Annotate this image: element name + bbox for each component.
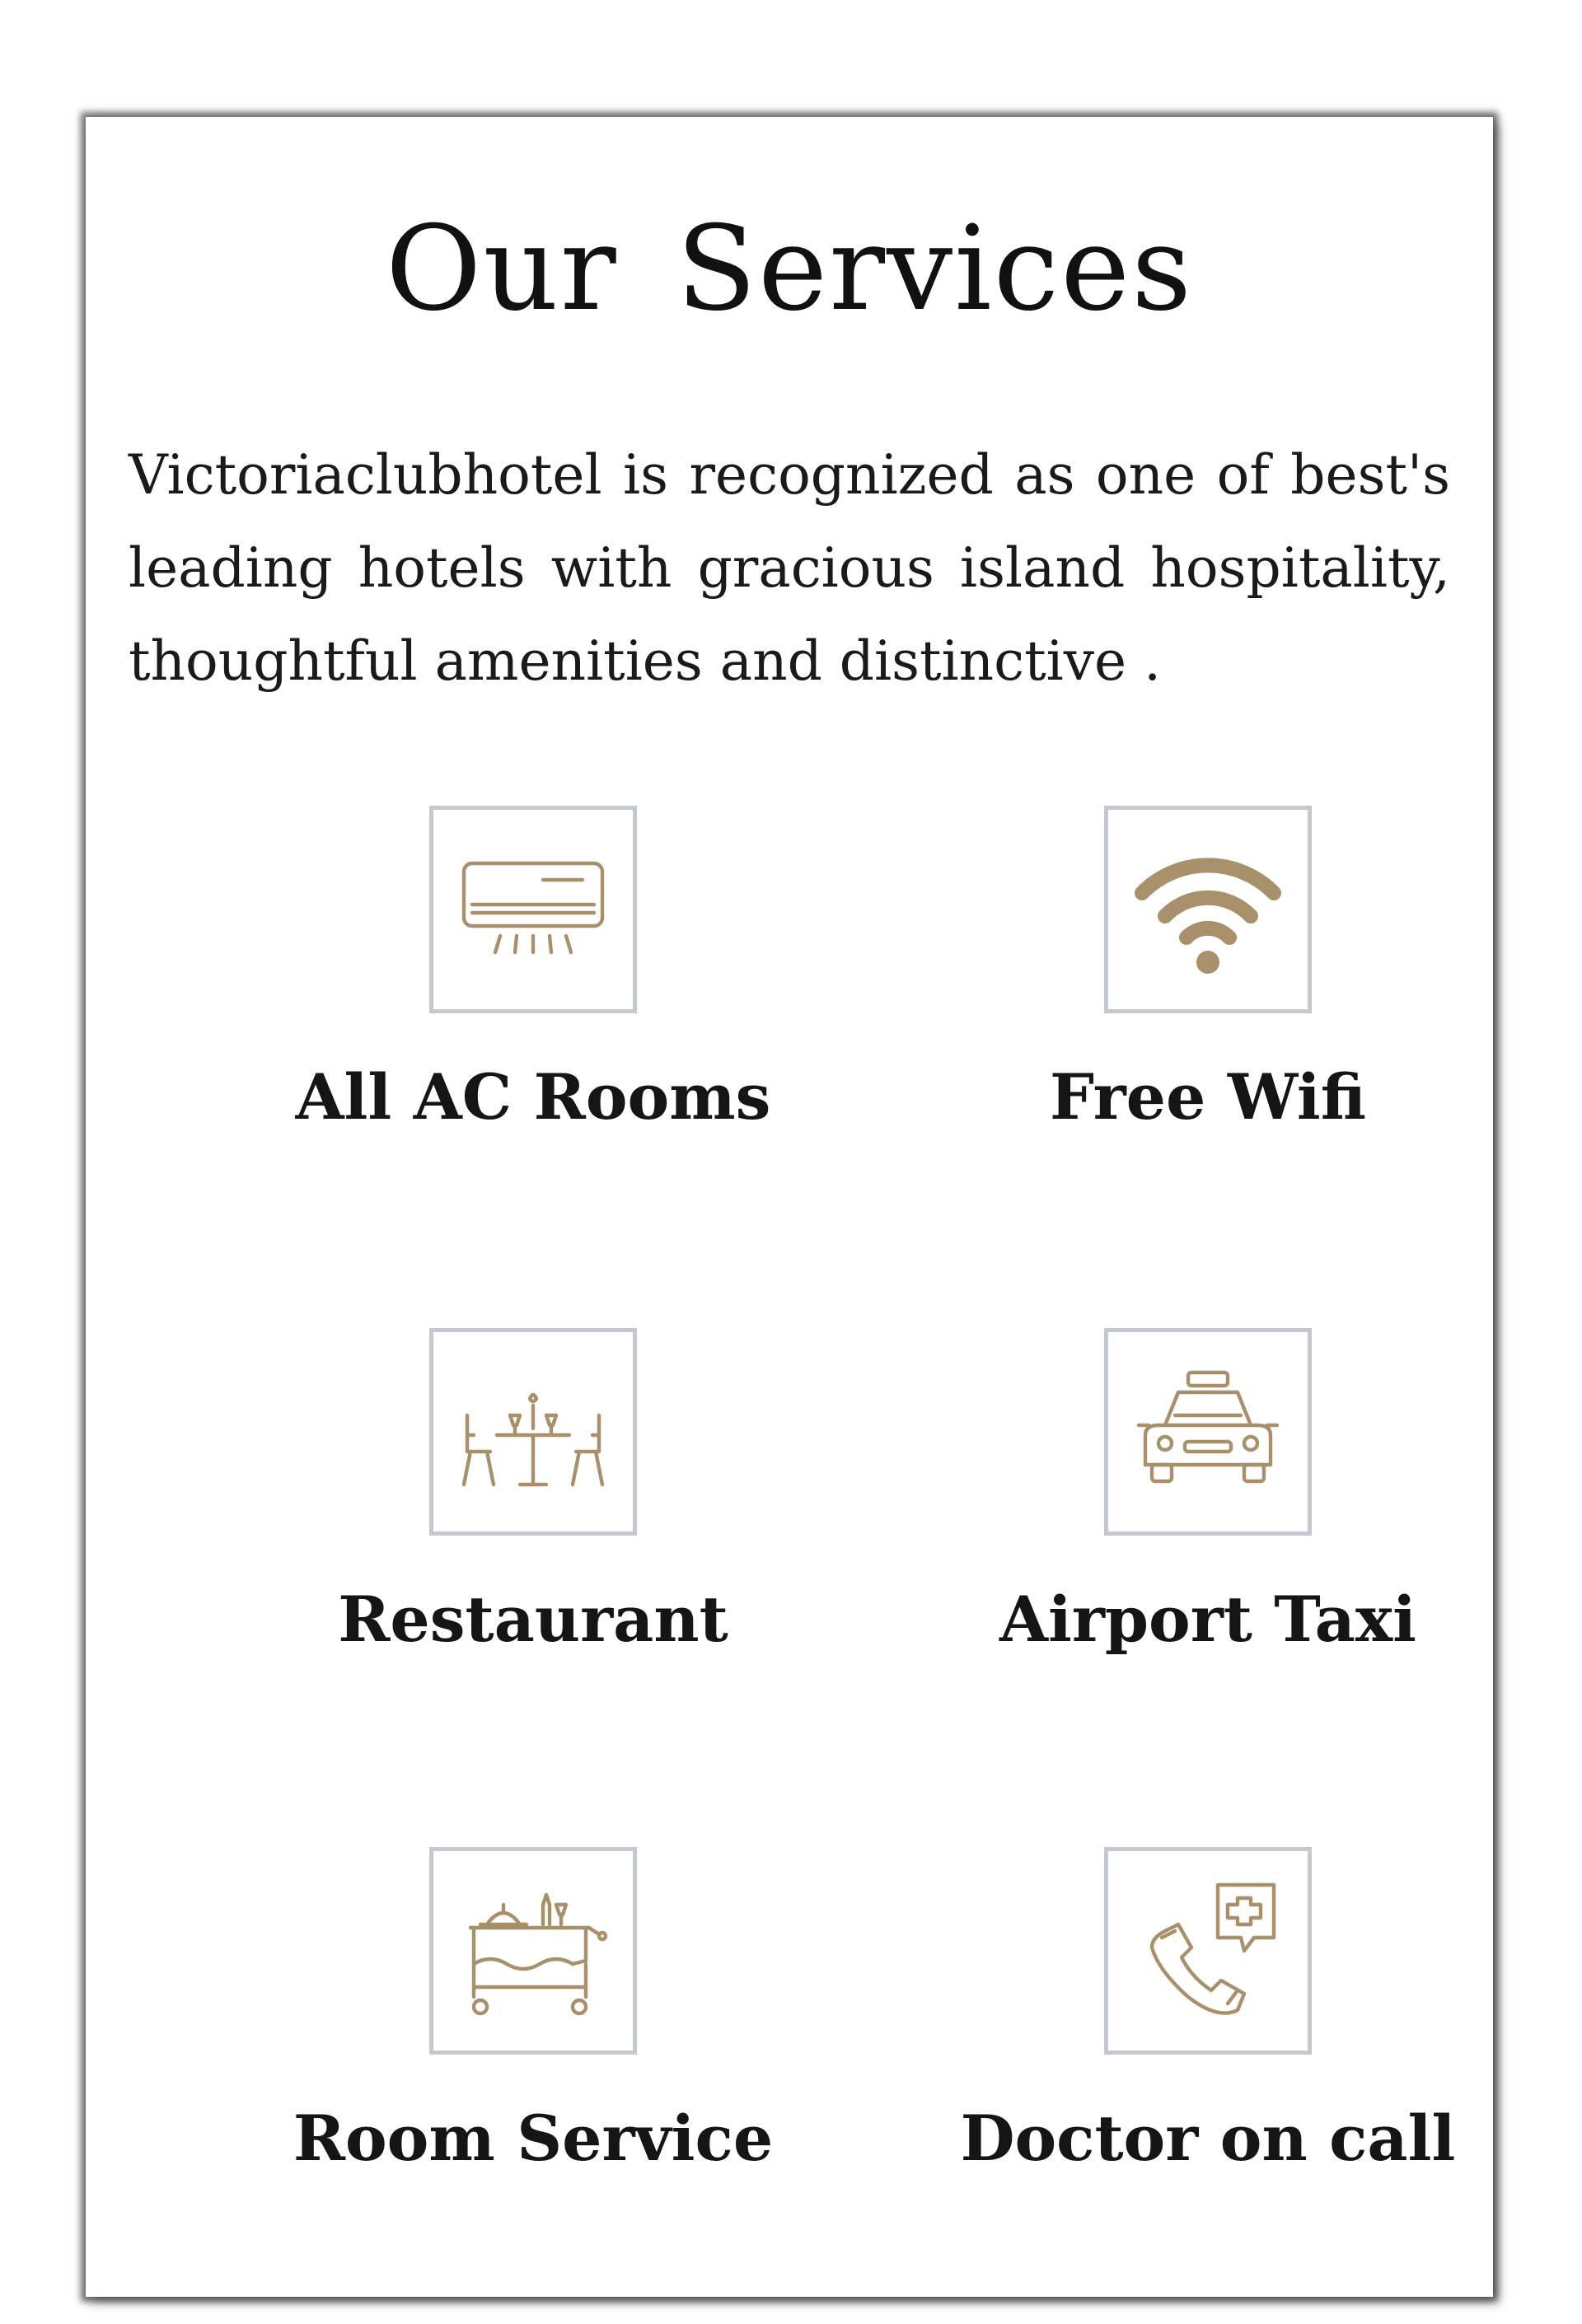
service-label: Room Service bbox=[293, 2102, 774, 2175]
dining-table-icon bbox=[451, 1349, 615, 1514]
service-item-ac-rooms bbox=[245, 806, 821, 1132]
service-item-free-wifi bbox=[920, 806, 1496, 1132]
service-icon-box bbox=[1104, 1847, 1312, 2055]
air-conditioner-icon bbox=[451, 827, 615, 992]
service-item-room-service bbox=[245, 1847, 821, 2173]
service-label: Airport Taxi bbox=[999, 1583, 1417, 1656]
service-icon-box bbox=[429, 1328, 637, 1536]
section-title: Our Services bbox=[385, 201, 1194, 337]
section-description: Victoriaclubhotel is recognized as one of best's leading hotels with gracious island hospitality, thoughtful amenities and distinctive . bbox=[129, 443, 1450, 693]
service-item-restaurant bbox=[245, 1328, 821, 1654]
wifi-icon bbox=[1126, 827, 1290, 992]
service-icon-box bbox=[429, 1847, 637, 2055]
service-icon-box bbox=[1104, 1328, 1312, 1536]
service-label: Restaurant bbox=[338, 1583, 728, 1656]
service-icon-box bbox=[1104, 806, 1312, 1013]
room-service-cart-icon bbox=[451, 1868, 615, 2033]
taxi-icon bbox=[1126, 1349, 1290, 1514]
services-card bbox=[86, 117, 1493, 2297]
service-icon-box bbox=[429, 806, 637, 1013]
service-label: All AC Rooms bbox=[295, 1060, 771, 1134]
service-item-doctor-on-call bbox=[920, 1847, 1496, 2173]
service-label: Doctor on call bbox=[960, 2102, 1456, 2175]
medical-phone-icon bbox=[1126, 1868, 1290, 2033]
service-label: Free Wifi bbox=[1050, 1060, 1366, 1134]
service-item-airport-taxi bbox=[920, 1328, 1496, 1654]
